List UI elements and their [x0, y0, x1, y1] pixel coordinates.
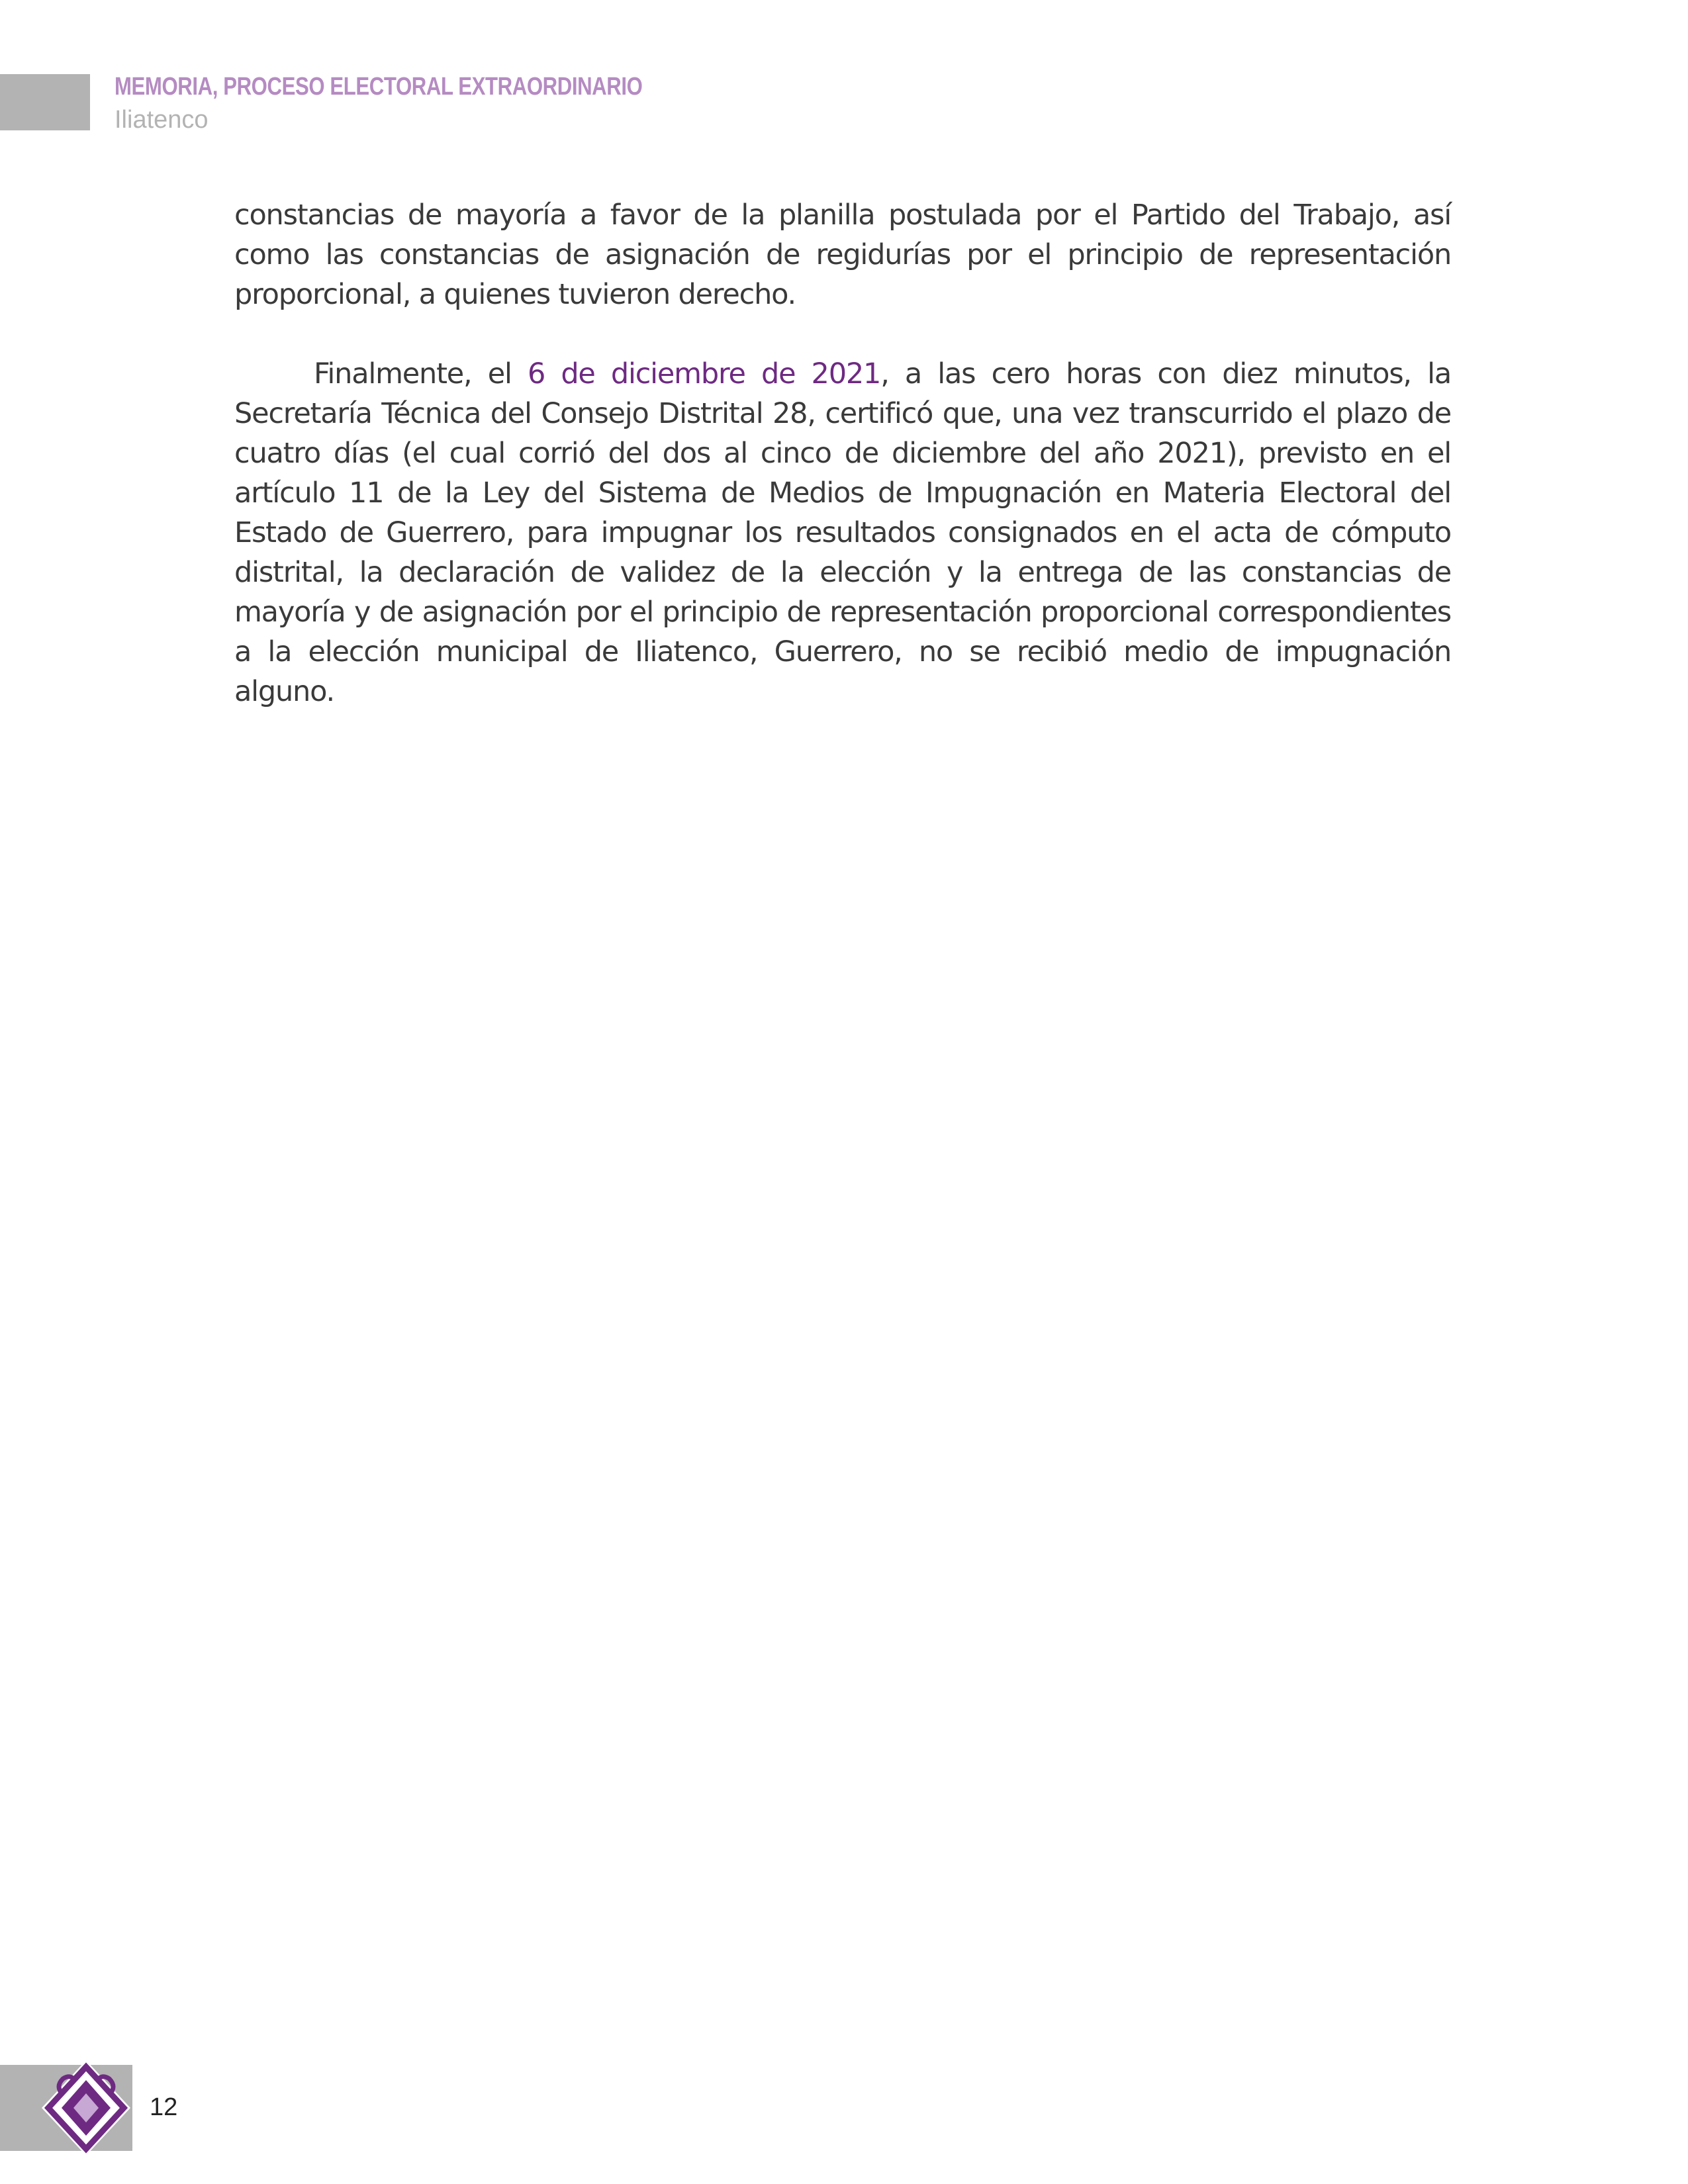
page-number: 12	[150, 2093, 178, 2121]
paragraph-2-before: Finalmente, el	[314, 357, 528, 390]
fretwork-diamond-icon	[36, 2055, 136, 2161]
paragraph-2-after: , a las cero horas con diez minutos, la Secretaría Técnica del Consejo Distrital 28, certificó que, una vez transcurrido el plazo de cuatro días (el cual corrió del dos al cinco de diciembre del año 2021), previsto en el artículo 11 de la Ley del Sistema de Medios de Impugnación en Materia Electoral del Estado de Guerrero, para impugnar los resultados consignados en el acta de cómputo distrital, la declaración de validez de la elección y la entrega de las constancias de mayoría y de asignación por el principio de representación proporcional correspondientes a la elección municipal de Iliatenco, Guerrero, no se recibió medio de impugnación alguno.	[234, 357, 1451, 708]
body-text	[234, 195, 1451, 711]
document-subtitle: Iliatenco	[115, 106, 209, 134]
highlighted-date: 6 de diciembre de 2021	[527, 357, 881, 390]
paragraph-2	[234, 354, 1451, 711]
paragraph-1: constancias de mayoría a favor de la planilla postulada por el Partido del Trabajo, así como las constancias de asignación de regidurías por el principio de representación proporcional, a quienes tuvieron derecho.	[234, 199, 1451, 311]
header-gray-bar	[0, 74, 90, 130]
document-title: MEMORIA, PROCESO ELECTORAL EXTRAORDINARIO	[115, 73, 643, 101]
